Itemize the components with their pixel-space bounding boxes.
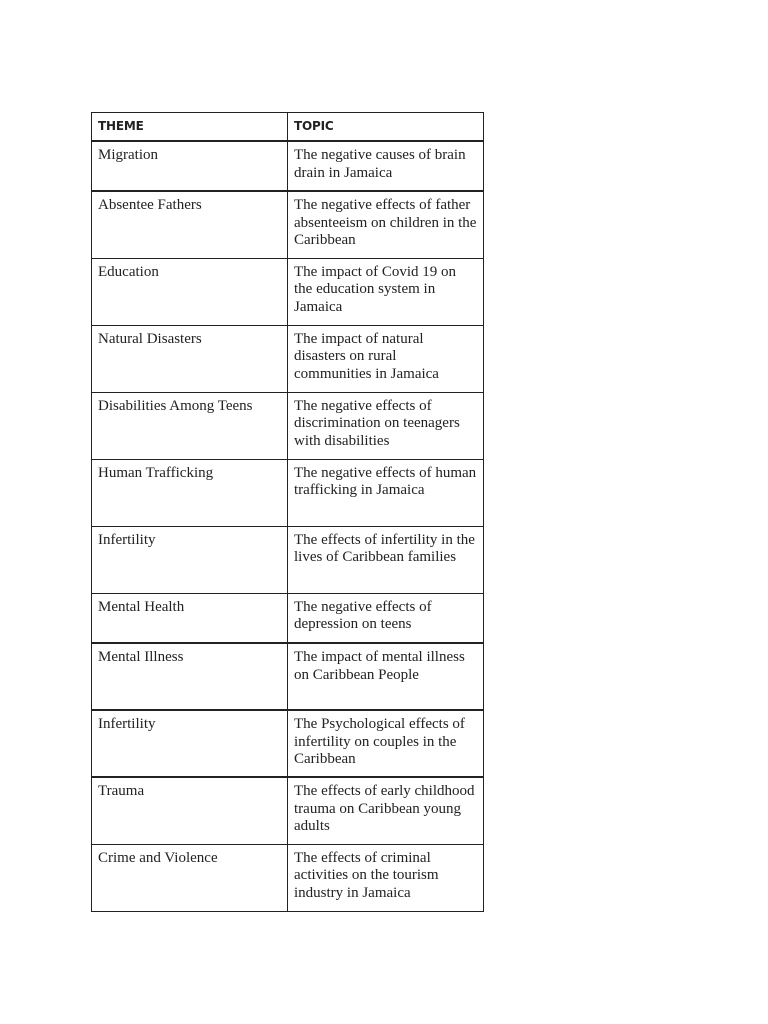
topic-cell: The impact of natural disasters on rural communities in Jamaica	[288, 325, 484, 392]
header-theme: THEME	[92, 113, 288, 142]
theme-cell: Migration	[92, 141, 288, 191]
topic-cell: The negative effects of father absenteeism on children in the Caribbean	[288, 191, 484, 258]
theme-cell: Education	[92, 258, 288, 325]
theme-cell: Disabilities Among Teens	[92, 392, 288, 459]
topic-cell: The Psychological effects of infertility on couples in the Caribbean	[288, 710, 484, 777]
table-row	[92, 844, 484, 911]
topic-cell: The negative effects of depression on teens	[288, 593, 484, 643]
table-row	[92, 526, 484, 593]
table-row	[92, 593, 484, 643]
table-row	[92, 392, 484, 459]
topic-cell: The impact of Covid 19 on the education system in Jamaica	[288, 258, 484, 325]
table-row	[92, 191, 484, 258]
theme-cell: Absentee Fathers	[92, 191, 288, 258]
table-row	[92, 258, 484, 325]
topic-cell: The effects of early childhood trauma on Caribbean young adults	[288, 777, 484, 844]
theme-cell: Human Trafficking	[92, 459, 288, 526]
table-row	[92, 777, 484, 844]
theme-cell: Trauma	[92, 777, 288, 844]
theme-cell: Natural Disasters	[92, 325, 288, 392]
themes-table	[91, 112, 484, 912]
theme-cell: Mental Illness	[92, 643, 288, 710]
theme-cell: Infertility	[92, 710, 288, 777]
header-topic: TOPIC	[288, 113, 484, 142]
topic-cell: The negative effects of human trafficking in Jamaica	[288, 459, 484, 526]
topic-cell: The negative causes of brain drain in Jamaica	[288, 141, 484, 191]
table-row	[92, 459, 484, 526]
table-row	[92, 643, 484, 710]
theme-cell: Infertility	[92, 526, 288, 593]
topic-cell: The impact of mental illness on Caribbean People	[288, 643, 484, 710]
theme-cell: Crime and Violence	[92, 844, 288, 911]
topic-cell: The effects of criminal activities on the tourism industry in Jamaica	[288, 844, 484, 911]
table-row	[92, 710, 484, 777]
topic-cell: The negative effects of discrimination on teenagers with disabilities	[288, 392, 484, 459]
theme-cell: Mental Health	[92, 593, 288, 643]
topic-cell: The effects of infertility in the lives of Caribbean families	[288, 526, 484, 593]
table-header-row	[92, 113, 484, 142]
table-row	[92, 141, 484, 191]
table-row	[92, 325, 484, 392]
